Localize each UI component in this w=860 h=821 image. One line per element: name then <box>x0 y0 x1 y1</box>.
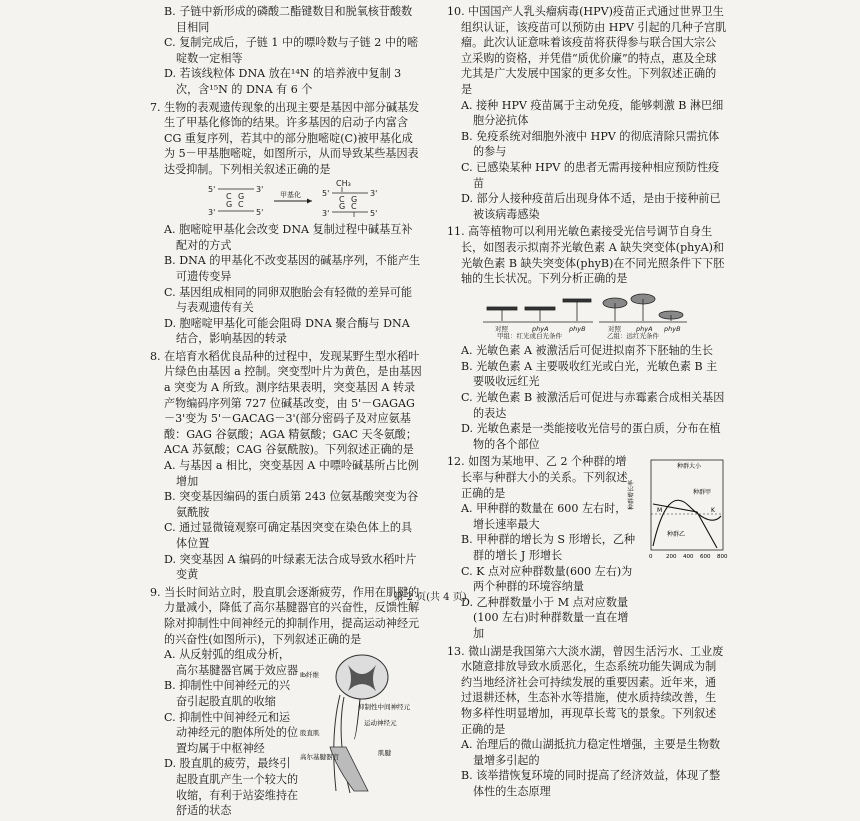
q7-option-a: A. 胞嘧啶甲基化会改变 DNA 复制过程中碱基互补配对的方式 <box>164 223 413 252</box>
label-motor-neuron: 运动神经元 <box>364 719 397 728</box>
q11-stem: 11. 高等植物可以利用光敏色素接受光信号调节自身生长，如图表示拟南芥光敏色素 A 缺失突变体(phyA)和光敏色素 B 缺失突变体(phyB)在不同光照条件下下胚轴的生长状况。下列分析正确的是 <box>447 225 725 286</box>
graph-xlabel: 种群大小 <box>677 463 702 471</box>
question-9 <box>150 585 422 819</box>
q6-option-d: D. 若该线粒体 DNA 放在¹⁴N 的培养液中复制 3 次，含¹⁵N 的 DNA 有 6 个 <box>164 67 402 96</box>
q10-option-a: A. 接种 HPV 疫苗属于主动免疫，能够刺激 B 淋巴细胞分泌抗体 <box>461 98 724 128</box>
q8-option-a: A. 与基因 a 相比，突变基因 A 中嘌呤碱基所占比例增加 <box>164 459 419 488</box>
fig2-g1: G <box>351 194 358 204</box>
fig2-c1: C <box>339 194 345 204</box>
question-12 <box>447 454 727 641</box>
fig2-c2: C <box>351 201 357 211</box>
label-tendon: 肌腱 <box>378 749 391 758</box>
spinal-cord-figure <box>300 647 422 797</box>
methylation-figure <box>150 178 422 218</box>
fig-phya-1: phyA <box>532 324 549 333</box>
growth-rate-graph <box>628 454 728 564</box>
fig-5prime-bottom: 5' <box>256 207 264 217</box>
left-column <box>150 4 422 821</box>
x-tick-label: 0 <box>649 554 653 561</box>
x-tick-label: 800 <box>717 554 728 561</box>
fig-g1: G <box>238 191 245 201</box>
q6-option-b: B. 子链中新形成的磷酸二酯键数目和脱氧核苷酸数目相同 <box>164 5 413 34</box>
q12-option-b: B. 甲种群的增长为 S 形增长，乙种群的增长 J 形增长 <box>461 533 636 562</box>
fig-caption-2: 乙组：远红光条件 <box>607 331 659 340</box>
fig-g2: G <box>226 199 233 209</box>
q7-option-c: C. 基因组成相同的同卵双胞胎会有轻微的差异可能与表观遗传有关 <box>164 285 413 315</box>
q13-stem: 13. 微山湖是我国第六大淡水湖，曾因生活污水、工业废水随意排放导致水质恶化，生态系统功能失调成为制约当地经济社会可持续发展的重要因素。近年来，通过退耕还林，生态补水等措施，使水质持续改善，生物多样性明显增加，再现草长莺飞的景象。下列叙述正确的是 <box>447 644 724 736</box>
fig-phyb-2: phyB <box>664 324 681 333</box>
fig-5prime-top: 5' <box>208 184 216 194</box>
question-6-tail <box>150 4 422 98</box>
fig-ch3-top: CH₃ <box>336 178 351 188</box>
q12-text <box>447 454 637 641</box>
q11-option-d: D. 光敏色素是一类能接收光信号的蛋白质，分布在植物的各个部位 <box>461 422 721 451</box>
fig2-5prime-bottom: 5' <box>370 208 378 218</box>
q13-option-b: B. 该举措恢复环境的同时提高了经济效益，体现了整体性的生态原理 <box>461 769 721 798</box>
q6-option-c: C. 复制完成后，子链 1 中的嘌呤数与子链 2 中的嘧啶数一定相等 <box>164 36 419 65</box>
fig-c1: C <box>226 191 232 201</box>
fig-3prime-bottom: 3' <box>208 207 216 217</box>
q10-stem: 10. 中国国产人乳头瘤病毒(HPV)疫苗正式通过世界卫生组织认证，该疫苗可以预防由 HPV 引起的几种子宫肌瘤。此次认证意味着该疫苗将获得参与联合国大宗公立采购的资格，并凭借“质优价廉”的特点，惠及全球尤其是广大发展中国家的更多女性。下列叙述正确的是 <box>447 5 727 96</box>
q8-option-d: D. 突变基因 A 编码的叶绿素无法合成导致水稻叶片变黄 <box>164 552 417 582</box>
point-m: M <box>657 507 663 515</box>
fig-arrow-label: 甲基化 <box>280 190 301 199</box>
fig-c2: C <box>238 199 244 209</box>
q12-option-a: A. 甲种群的数量在 600 左右时，增长速率最大 <box>461 502 627 531</box>
fig2-3prime-bottom: 3' <box>322 208 330 218</box>
label-golgi: 高尔基腱器官 <box>300 753 339 762</box>
label-rectus: 股直肌 <box>300 729 320 738</box>
q9-option-d: D. 股直肌的疲劳，最终引起股直肌产生一个较大的收缩，有利于站姿维持在舒适的状态 <box>164 757 299 818</box>
q8-option-c: C. 通过显微镜观察可确定基因突变在染色体上的具体位置 <box>164 521 413 550</box>
q10-option-b: B. 免疫系统对细胞外液中 HPV 的彻底清除只需抗体的参与 <box>461 129 720 159</box>
point-k: K <box>711 507 715 515</box>
q11-option-b: B. 光敏色素 A 主要吸收红光或白光，光敏色素 B 主要吸收远红光 <box>461 359 718 389</box>
question-7 <box>150 100 422 347</box>
label-ib-fiber: Ib纤维 <box>300 671 320 680</box>
q10-option-d: D. 部分人接种疫苗后出现身体不适，是由于接种前已被该病毒感染 <box>461 192 721 221</box>
question-8 <box>150 349 422 583</box>
fig-phya-2: phyA <box>636 324 653 333</box>
fig2-3prime-top: 3' <box>370 188 378 198</box>
fig2-g2: G <box>339 201 346 211</box>
q12-body <box>447 454 727 641</box>
graph-ylabel: 种群增长率 <box>628 480 635 511</box>
phytochrome-figure <box>447 287 727 339</box>
q11-option-c: C. 光敏色素 B 被激活后可促进与赤霉素合成相关基因的表达 <box>461 391 725 420</box>
label-interneuron: 抑制性中间神经元 <box>358 703 410 712</box>
question-11 <box>447 224 727 452</box>
q13-option-a: A. 治理后的微山湖抵抗力稳定性增强，主要是生物数量增多引起的 <box>461 738 721 767</box>
fig2-5prime-top: 5' <box>322 188 330 198</box>
q9-stem: 9. 当长时间站立时，股直肌会逐渐疲劳，作用在肌腱的力量减小，降低了高尔基腱器官的兴奋性，反馈性解除对抑制性中间神经元的抑制作用，提高运动神经元的兴奋性(如图所示)，下列叙述正确的是 <box>150 585 420 646</box>
q7-option-b: B. DNA 的甲基化不改变基因的碱基序列，不能产生可遗传变异 <box>164 254 421 283</box>
q7-stem: 7. 生物的表观遗传现象的出现主要是基因中部分碱基发生了甲基化修饰的结果。许多基因的启动子内富含 CG 重复序列，若其中的部分胞嘧啶(C)被甲基化成为 5－甲基胞嘧啶，如图所示，从而导致某些基因表达受抑制。下列相关叙述正确的是 <box>150 100 420 176</box>
question-13 <box>447 644 727 800</box>
x-tick-label: 600 <box>700 554 711 561</box>
page-footer: 第 2 页(共 4 页) <box>393 592 467 604</box>
arrow-head-icon <box>307 198 312 203</box>
x-ticks <box>649 554 728 560</box>
q8-option-b: B. 突变基因编码的蛋白质第 243 位氨基酸突变为谷氨酰胺 <box>164 490 419 519</box>
q11-option-a: A. 光敏色素 A 被激活后可促进拟南芥下胚轴的生长 <box>461 344 714 358</box>
x-tick-label: 400 <box>683 554 694 561</box>
q12-option-c: C. K 点对应种群数量(600 左右)为两个种群的环境容纳量 <box>461 564 633 594</box>
legend-yi: 种群乙 <box>667 531 686 539</box>
q9-option-c: C. 抑制性中间神经元和运动神经元的胞体所处的位置均属于中枢神经 <box>164 710 299 755</box>
q12-option-d: D. 乙种群数量小于 M 点对应数量(100 左右)时种群数量一直在增加 <box>461 595 629 640</box>
q8-stem: 8. 在培育水稻优良品种的过程中，发现某野生型水稻叶片绿色由基因 a 控制。突变型叶片为黄色，是由基因 a 突变为 A 所致。测序结果表明，突变基因 A 转录产物编码序列第 727 位碱基改变，由 5'－GAGAG－3'变为 5'－GACAG－3'(部分密码子及对应氨基酸：GAG 谷氨酸；AGA 精氨酸；GAC 天冬氨酸；ACA 苏氨酸；CAG 谷氨酰胺)。下列叙述正确的是 <box>150 349 422 457</box>
q9-options <box>150 647 300 819</box>
x-tick-label: 200 <box>666 554 677 561</box>
legend-jia: 种群甲 <box>693 489 712 497</box>
fig-ctrl-1: 对照 <box>495 324 508 333</box>
q9-body <box>150 647 422 819</box>
q9-option-a: A. 从反射弧的组成分析，高尔基腱器官属于效应器 <box>164 648 299 677</box>
question-10 <box>447 4 727 222</box>
q7-option-d: D. 胞嘧啶甲基化可能会阻碍 DNA 聚合酶与 DNA 结合，影响基因的转录 <box>164 316 410 346</box>
fig-caption-1: 甲组：红光或白光条件 <box>497 331 562 340</box>
q9-option-b: B. 抑制性中间神经元的兴奋引起股直肌的收缩 <box>164 679 291 708</box>
q10-option-c: C. 已感染某种 HPV 的患者无需再接种相应预防性疫苗 <box>461 160 720 190</box>
fig-phyb-1: phyB <box>569 324 586 333</box>
q12-stem: 12. 如图为某地甲、乙 2 个种群的增长率与种群大小的关系。下列叙述正确的是 <box>447 455 628 500</box>
fig-ctrl-2: 对照 <box>608 324 621 333</box>
right-column <box>447 4 727 802</box>
fig-3prime-top: 3' <box>256 184 264 194</box>
